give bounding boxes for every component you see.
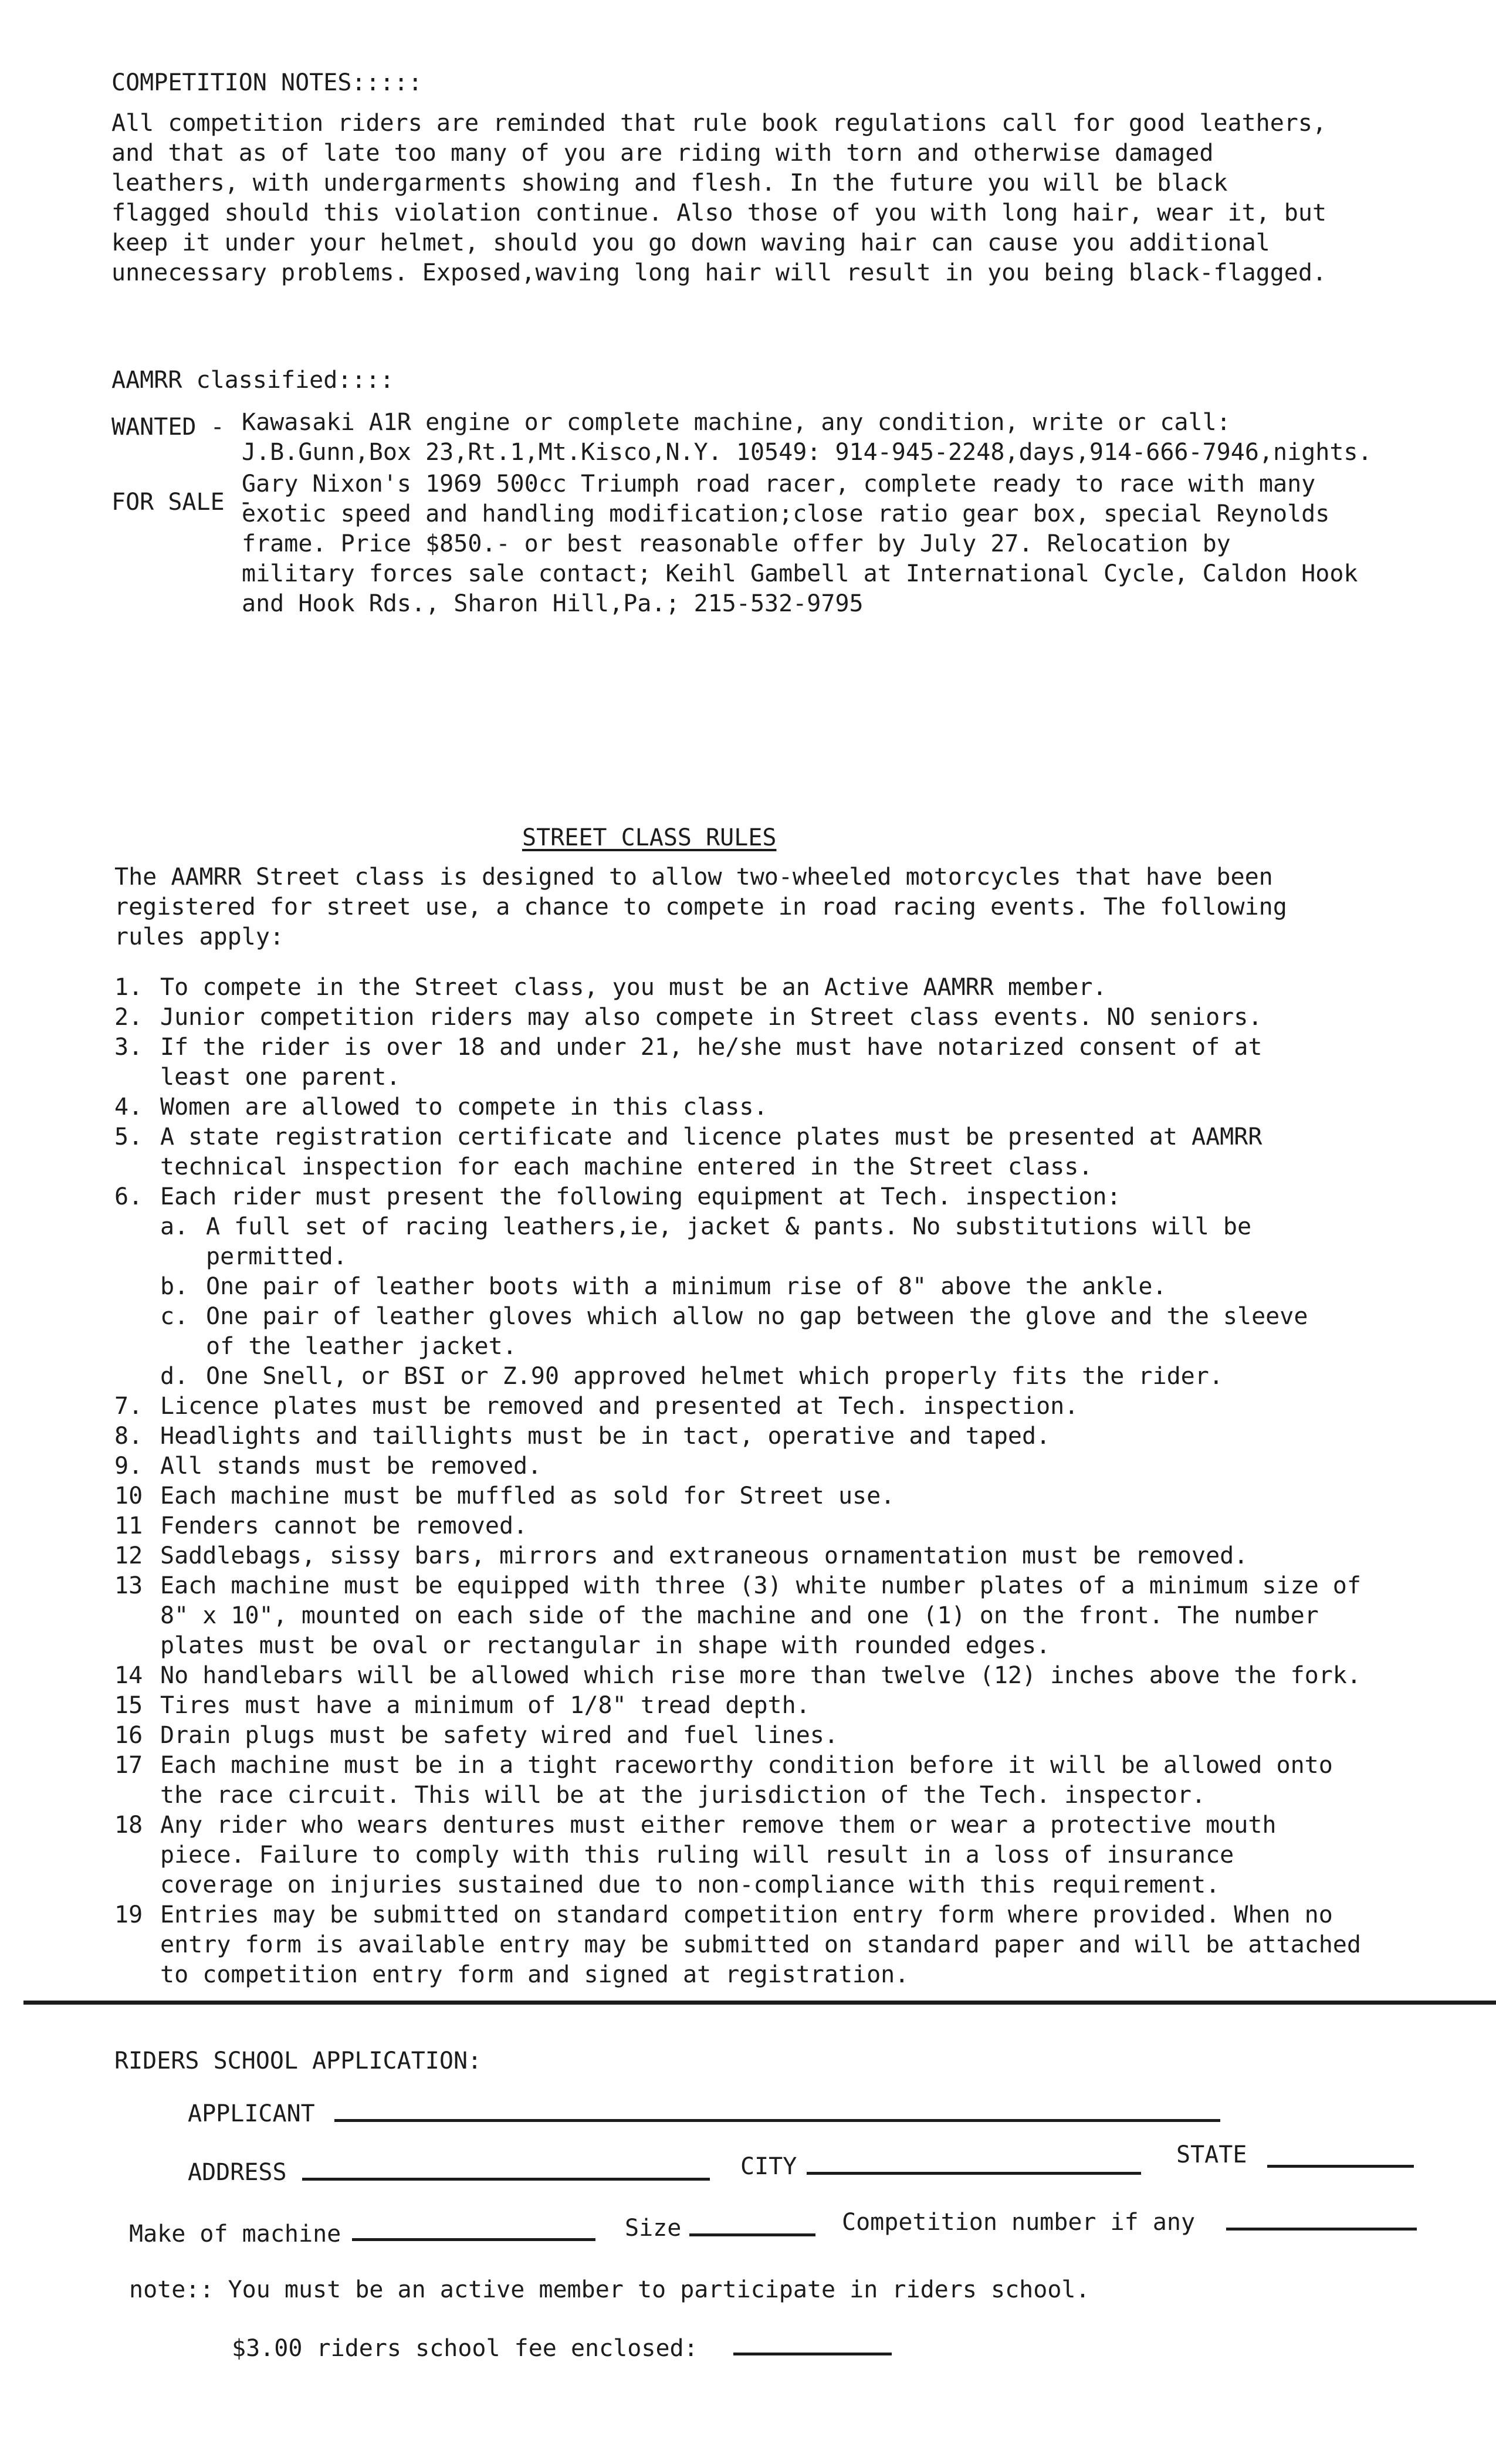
make-of-machine-field[interactable]: [352, 2238, 595, 2241]
rule-item-continuation: to competition entry form and signed at registration.: [160, 1961, 909, 1988]
text-line: military forces sale contact; Keihl Gambell at International Cycle, Caldon Hook: [242, 560, 1358, 587]
state-field[interactable]: [1267, 2165, 1414, 2168]
address-label: ADDRESS: [188, 2159, 287, 2186]
rule-item-continuation: 8" x 10", mounted on each side of the machine and one (1) on the front. The number: [160, 1602, 1319, 1629]
text-line: The AAMRR Street class is designed to allow two-wheeled motorcycles that have been: [114, 864, 1273, 891]
rule-item-continuation: the race circuit. This will be at the jurisdiction of the Tech. inspector.: [160, 1782, 1206, 1809]
state-label: STATE: [1176, 2141, 1247, 2168]
rule-item: 13 Each machine must be equipped with three (3) white number plates of a minimum size of: [114, 1572, 1361, 1599]
size-field[interactable]: [689, 2233, 815, 2236]
rule-item: 17 Each machine must be in a tight raceworthy condition before it will be allowed onto: [114, 1752, 1333, 1779]
street-class-intro: [114, 862, 1287, 952]
rule-item: 5. A state registration certificate and licence plates must be presented at AAMRR: [114, 1123, 1263, 1150]
rule-item-continuation: entry form is available entry may be submitted on standard paper and will be attached: [160, 1931, 1361, 1958]
applicant-label: APPLICANT: [188, 2100, 315, 2127]
for-sale-ad: [242, 469, 1358, 619]
competition-number-label: Competition number if any: [842, 2209, 1196, 2236]
riders-school-heading: RIDERS SCHOOL APPLICATION:: [114, 2047, 482, 2074]
competition-number-field[interactable]: [1226, 2228, 1417, 2231]
wanted-label: WANTED -: [111, 414, 225, 441]
size-label: Size: [625, 2215, 682, 2242]
competition-notes-heading: COMPETITION NOTES:::::: [111, 69, 422, 96]
rule-item: 11 Fenders cannot be removed.: [114, 1512, 528, 1539]
rule-item: 19 Entries may be submitted on standard competition entry form where provided. When no: [114, 1901, 1333, 1928]
equipment-item-continuation: of the leather jacket.: [206, 1333, 517, 1360]
classified-heading: AAMRR classified::::: [111, 367, 394, 394]
text-line: Gary Nixon's 1969 500cc Triumph road racer, complete ready to race with many: [242, 471, 1316, 497]
text-line: exotic speed and handling modification;close ratio gear box, special Reynolds: [242, 500, 1330, 527]
street-class-title: STREET CLASS RULES: [522, 824, 777, 851]
rule-item-continuation: piece. Failure to comply with this ruling will result in a loss of insurance: [160, 1842, 1234, 1869]
fee-field[interactable]: [733, 2353, 892, 2355]
for-sale-label: FOR SALE -: [111, 489, 253, 516]
text-line: flagged should this violation continue. Also those of you with long hair, wear it, but: [111, 199, 1327, 226]
equipment-item: a. A full set of racing leathers,ie, jacket & pants. No substitutions will be: [160, 1213, 1252, 1240]
rule-item-continuation: technical inspection for each machine entered in the Street class.: [160, 1153, 1093, 1180]
text-line: J.B.Gunn,Box 23,Rt.1,Mt.Kisco,N.Y. 10549: 914-945-2248,days,914-666-7946,nights.: [242, 439, 1372, 466]
rule-item: 2. Junior competition riders may also compete in Street class events. NO seniors.: [114, 1004, 1263, 1031]
rule-item: 15 Tires must have a minimum of 1/8" tread depth.: [114, 1692, 810, 1719]
wanted-ad: [242, 408, 1372, 468]
rule-item: 1. To compete in the Street class, you must be an Active AAMRR member.: [114, 974, 1107, 1001]
text-line: rules apply:: [114, 923, 284, 950]
equipment-item-continuation: permitted.: [206, 1243, 347, 1270]
rule-item-continuation: plates must be oval or rectangular in shape with rounded edges.: [160, 1632, 1051, 1659]
make-of-machine-label: Make of machine: [129, 2221, 341, 2248]
text-line: Kawasaki A1R engine or complete machine, any condition, write or call:: [242, 409, 1231, 436]
rule-item: 7. Licence plates must be removed and presented at Tech. inspection.: [114, 1393, 1079, 1420]
rule-item: 9. All stands must be removed.: [114, 1453, 542, 1480]
rule-item: 12 Saddlebags, sissy bars, mirrors and extraneous ornamentation must be removed.: [114, 1542, 1248, 1569]
rule-item: 14 No handlebars will be allowed which rise more than twelve (12) inches above the fork.: [114, 1662, 1361, 1689]
text-line: All competition riders are reminded that rule book regulations call for good leathers,: [111, 110, 1327, 137]
text-line: keep it under your helmet, should you go down waving hair can cause you additional: [111, 229, 1270, 256]
rule-item: 4. Women are allowed to compete in this class.: [114, 1094, 768, 1121]
rule-item: 6. Each rider must present the following equipment at Tech. inspection:: [114, 1183, 1121, 1210]
fee-label: $3.00 riders school fee enclosed:: [232, 2335, 698, 2362]
text-line: leathers, with undergarments showing and flesh. In the future you will be black: [111, 170, 1228, 197]
city-field[interactable]: [807, 2172, 1141, 2175]
rule-item: 8. Headlights and taillights must be in tact, operative and taped.: [114, 1423, 1051, 1450]
competition-notes-body: [111, 109, 1326, 288]
text-line: and Hook Rds., Sharon Hill,Pa.; 215-532-9795: [242, 590, 864, 617]
equipment-item: d. One Snell, or BSI or Z.90 approved helmet which properly fits the rider.: [160, 1363, 1223, 1390]
rule-item: 18 Any rider who wears dentures must either remove them or wear a protective mouth: [114, 1812, 1277, 1839]
city-label: CITY: [740, 2153, 797, 2180]
section-divider: [23, 2001, 1496, 2005]
applicant-field[interactable]: [334, 2119, 1220, 2122]
text-line: frame. Price $850.- or best reasonable offer by July 27. Relocation by: [242, 530, 1231, 557]
rule-item-continuation: coverage on injuries sustained due to non-compliance with this requirement.: [160, 1871, 1220, 1898]
text-line: registered for street use, a chance to compete in road racing events. The following: [114, 893, 1287, 920]
address-field[interactable]: [302, 2178, 710, 2181]
text-line: unnecessary problems. Exposed,waving long hair will result in you being black-flagged.: [111, 259, 1327, 286]
rule-item: 10 Each machine must be muffled as sold for Street use.: [114, 1483, 895, 1509]
equipment-item: c. One pair of leather gloves which allow no gap between the glove and the sleeve: [160, 1303, 1308, 1330]
equipment-item: b. One pair of leather boots with a minimum rise of 8" above the ankle.: [160, 1273, 1167, 1300]
text-line: and that as of late too many of you are riding with torn and otherwise damaged: [111, 140, 1214, 167]
rule-item: 16 Drain plugs must be safety wired and fuel lines.: [114, 1722, 838, 1749]
rule-item: 3. If the rider is over 18 and under 21, he/she must have notarized consent of at: [114, 1034, 1263, 1061]
membership-note: note:: You must be an active member to participate in riders school.: [129, 2276, 1090, 2303]
rule-item-continuation: least one parent.: [160, 1064, 401, 1091]
